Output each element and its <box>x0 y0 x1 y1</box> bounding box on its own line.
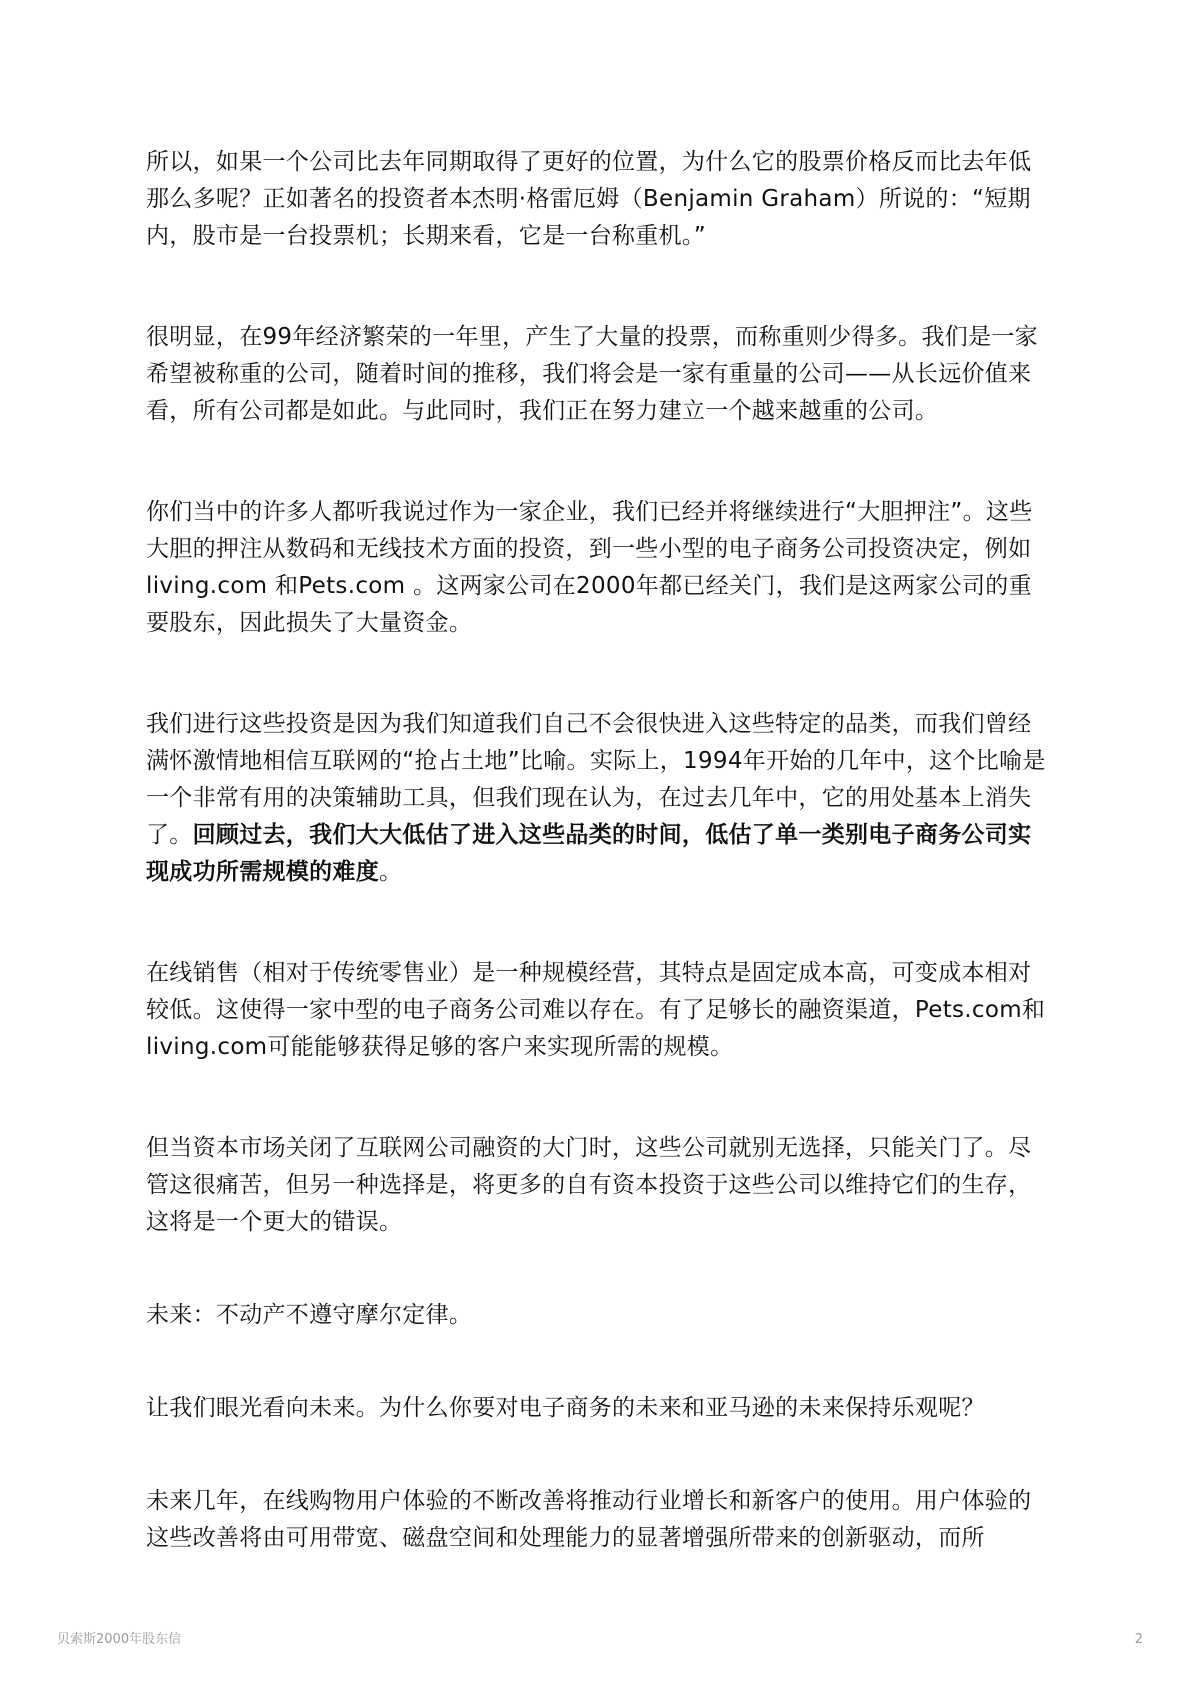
paragraph-4 <box>146 706 1054 891</box>
paragraph-3: 你们当中的许多人都听我说过作为一家企业，我们已经并将继续进行“大胆押注”。这些大胆的押注从数码和无线技术方面的投资，到一些小型的电子商务公司投资决定，例如living.com 和Pets.com 。这两家公司在2000年都已经关门，我们是这两家公司的重要股东，因此损失了大量资金。 <box>146 499 1033 636</box>
document-body <box>146 144 1054 1557</box>
footer-page-number: 2 <box>1134 1632 1143 1647</box>
paragraph-1: 所以，如果一个公司比去年同期取得了更好的位置，为什么它的股票价格反而比去年低那么多呢？正如著名的投资者本杰明·格雷厄姆（Benjamin Graham）所说的：“短期内，股市是一台投票机；长期来看，它是一台称重机。” <box>146 149 1032 249</box>
paragraph-6: 但当资本市场关闭了互联网公司融资的大门时，这些公司就别无选择，只能关门了。尽管这很痛苦，但另一种选择是，将更多的自有资本投资于这些公司以维持它们的生存，这将是一个更大的错误。 <box>146 1135 1032 1235</box>
paragraph-9: 未来几年，在线购物用户体验的不断改善将推动行业增长和新客户的使用。用户体验的这些改善将由可用带宽、磁盘空间和处理能力的显著增强所带来的创新驱动，而所 <box>146 1488 1032 1551</box>
paragraph-5: 在线销售（相对于传统零售业）是一种规模经营，其特点是固定成本高，可变成本相对较低。这使得一家中型的电子商务公司难以存在。有了足够长的融资渠道，Pets.com和living.com可能能够获得足够的客户来实现所需的规模。 <box>146 960 1046 1060</box>
paragraph-2: 很明显，在99年经济繁荣的一年里，产生了大量的投票，而称重则少得多。我们是一家希望被称重的公司，随着时间的推移，我们将会是一家有重量的公司——从长远价值来看，所有公司都是如此。与此同时，我们正在努力建立一个越来越重的公司。 <box>146 324 1038 424</box>
footer-doc-title: 贝索斯2000年股东信 <box>57 1632 182 1647</box>
paragraph-4-tail: 。 <box>379 859 403 885</box>
paragraph-4-bold: 回顾过去，我们大大低估了进入这些品类的时间，低估了单一类别电子商务公司实现成功所需规模的难度 <box>146 822 1032 885</box>
paragraph-8: 让我们眼光看向未来。为什么你要对电子商务的未来和亚马逊的未来保持乐观呢？ <box>146 1395 985 1421</box>
paragraph-7: 未来：不动产不遵守摩尔定律。 <box>146 1302 473 1328</box>
paragraph-4-text: 我们进行这些投资是因为我们知道我们自己不会很快进入这些特定的品类，而我们曾经满怀激情地相信互联网的“抢占土地”比喻。实际上，1994年开始的几年中，这个比喻是一个非常有用的决策辅助工具，但我们现在认为，在过去几年中，它的用处基本上消失了。 <box>146 711 1046 848</box>
